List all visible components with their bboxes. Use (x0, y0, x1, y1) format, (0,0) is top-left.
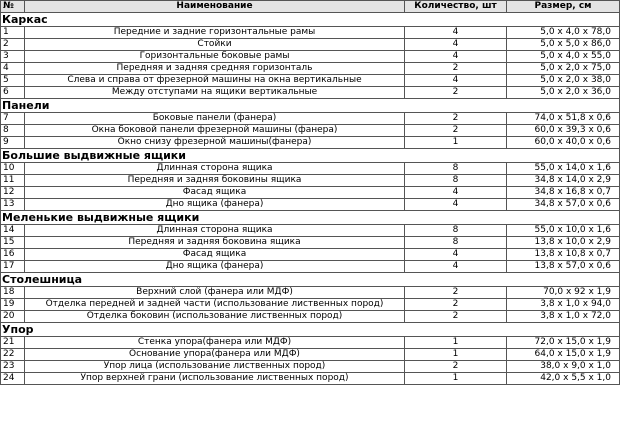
row-quantity: 2 (405, 299, 507, 311)
row-quantity: 4 (405, 199, 507, 211)
row-size: 5,0 x 2,0 x 75,0 (507, 63, 620, 75)
header-size: Размер, см (507, 1, 620, 13)
row-number: 24 (1, 373, 25, 385)
row-quantity: 1 (405, 373, 507, 385)
table-row (1, 237, 620, 249)
row-quantity: 1 (405, 349, 507, 361)
table-row (1, 137, 620, 149)
table-row (1, 349, 620, 361)
row-number: 11 (1, 175, 25, 187)
row-number: 17 (1, 261, 25, 273)
table-row (1, 249, 620, 261)
row-number: 18 (1, 287, 25, 299)
row-name: Передние и задние горизонтальные рамы (25, 27, 405, 39)
row-name: Передняя и задняя боковины ящика (25, 175, 405, 187)
table-row (1, 299, 620, 311)
row-name: Верхний слой (фанера или МДФ) (25, 287, 405, 299)
table-row (1, 63, 620, 75)
row-size: 5,0 x 4,0 x 55,0 (507, 51, 620, 63)
row-name: Стенка упора(фанера или МДФ) (25, 337, 405, 349)
row-size: 34,8 x 57,0 x 0,6 (507, 199, 620, 211)
table-body (1, 13, 620, 385)
row-name: Стойки (25, 39, 405, 51)
section-row (1, 273, 620, 287)
row-number: 7 (1, 113, 25, 125)
section-title: Большие выдвижные ящики (1, 149, 620, 163)
table-row (1, 125, 620, 137)
section-title: Панели (1, 99, 620, 113)
row-number: 22 (1, 349, 25, 361)
row-name: Упор верхней грани (использование лиственных пород) (25, 373, 405, 385)
row-size: 5,0 x 5,0 x 86,0 (507, 39, 620, 51)
row-name: Отделка передней и задней части (использование лиственных пород) (25, 299, 405, 311)
table-row (1, 361, 620, 373)
row-name: Фасад ящика (25, 249, 405, 261)
section-row (1, 99, 620, 113)
row-name: Передняя и задняя боковина ящика (25, 237, 405, 249)
row-number: 23 (1, 361, 25, 373)
row-name: Длинная сторона ящика (25, 163, 405, 175)
section-row (1, 13, 620, 27)
section-row (1, 149, 620, 163)
section-title: Меленькие выдвижные ящики (1, 211, 620, 225)
table-row (1, 225, 620, 237)
row-size: 55,0 x 10,0 x 1,6 (507, 225, 620, 237)
row-number: 13 (1, 199, 25, 211)
row-size: 60,0 x 39,3 x 0,6 (507, 125, 620, 137)
row-size: 34,8 x 16,8 x 0,7 (507, 187, 620, 199)
row-quantity: 4 (405, 75, 507, 87)
row-name: Основание упора(фанера или МДФ) (25, 349, 405, 361)
row-number: 10 (1, 163, 25, 175)
row-name: Передняя и задняя средняя горизонталь (25, 63, 405, 75)
row-quantity: 8 (405, 237, 507, 249)
row-size: 38,0 x 9,0 x 1,0 (507, 361, 620, 373)
row-number: 5 (1, 75, 25, 87)
row-number: 21 (1, 337, 25, 349)
row-number: 12 (1, 187, 25, 199)
row-name: Отделка боковин (использование лиственных пород) (25, 311, 405, 323)
section-title: Упор (1, 323, 620, 337)
row-name: Дно ящика (фанера) (25, 261, 405, 273)
row-name: Окна боковой панели фрезерной машины (фанера) (25, 125, 405, 137)
row-number: 4 (1, 63, 25, 75)
row-size: 42,0 x 5,5 x 1,0 (507, 373, 620, 385)
table-row (1, 187, 620, 199)
row-name: Фасад ящика (25, 187, 405, 199)
row-size: 60,0 x 40,0 x 0,6 (507, 137, 620, 149)
row-size: 70,0 x 92 x 1,9 (507, 287, 620, 299)
row-number: 6 (1, 87, 25, 99)
row-size: 64,0 x 15,0 x 1,9 (507, 349, 620, 361)
section-row (1, 323, 620, 337)
section-row (1, 211, 620, 225)
table-row (1, 311, 620, 323)
table-row (1, 39, 620, 51)
row-quantity: 1 (405, 137, 507, 149)
table-row (1, 199, 620, 211)
row-number: 3 (1, 51, 25, 63)
row-size: 5,0 x 2,0 x 36,0 (507, 87, 620, 99)
row-quantity: 4 (405, 249, 507, 261)
row-quantity: 1 (405, 337, 507, 349)
row-name: Длинная сторона ящика (25, 225, 405, 237)
row-name: Упор лица (использование лиственных пород) (25, 361, 405, 373)
row-name: Слева и справа от фрезерной машины на окна вертикальные (25, 75, 405, 87)
table-row (1, 337, 620, 349)
table-row (1, 75, 620, 87)
row-quantity: 8 (405, 163, 507, 175)
header-row (1, 1, 620, 13)
row-size: 13,8 x 57,0 x 0,6 (507, 261, 620, 273)
row-size: 5,0 x 4,0 x 78,0 (507, 27, 620, 39)
row-quantity: 2 (405, 125, 507, 137)
row-quantity: 4 (405, 187, 507, 199)
row-quantity: 4 (405, 39, 507, 51)
row-quantity: 2 (405, 287, 507, 299)
row-name: Дно ящика (фанера) (25, 199, 405, 211)
row-size: 34,8 x 14,0 x 2,9 (507, 175, 620, 187)
row-name: Боковые панели (фанера) (25, 113, 405, 125)
row-quantity: 2 (405, 311, 507, 323)
row-quantity: 2 (405, 113, 507, 125)
row-size: 3,8 x 1,0 x 72,0 (507, 311, 620, 323)
table-row (1, 87, 620, 99)
header-name: Наименование (25, 1, 405, 13)
row-quantity: 2 (405, 361, 507, 373)
row-quantity: 4 (405, 27, 507, 39)
row-number: 9 (1, 137, 25, 149)
table-row (1, 51, 620, 63)
table-row (1, 27, 620, 39)
row-number: 8 (1, 125, 25, 137)
row-quantity: 2 (405, 63, 507, 75)
row-quantity: 4 (405, 51, 507, 63)
row-number: 20 (1, 311, 25, 323)
table-row (1, 163, 620, 175)
table-row (1, 287, 620, 299)
table-row (1, 261, 620, 273)
row-size: 55,0 x 14,0 x 1,6 (507, 163, 620, 175)
row-size: 72,0 x 15,0 x 1,9 (507, 337, 620, 349)
row-quantity: 8 (405, 175, 507, 187)
row-size: 13,8 x 10,0 x 2,9 (507, 237, 620, 249)
row-size: 5,0 x 2,0 x 38,0 (507, 75, 620, 87)
row-name: Окно снизу фрезерной машины(фанера) (25, 137, 405, 149)
section-title: Столешница (1, 273, 620, 287)
row-name: Между отступами на ящики вертикальные (25, 87, 405, 99)
row-size: 74,0 x 51,8 x 0,6 (507, 113, 620, 125)
row-quantity: 4 (405, 261, 507, 273)
row-quantity: 8 (405, 225, 507, 237)
header-qty: Количество, шт (405, 1, 507, 13)
table-row (1, 373, 620, 385)
table-row (1, 113, 620, 125)
row-number: 2 (1, 39, 25, 51)
row-number: 15 (1, 237, 25, 249)
row-size: 13,8 x 10,8 x 0,7 (507, 249, 620, 261)
row-quantity: 2 (405, 87, 507, 99)
row-number: 19 (1, 299, 25, 311)
row-name: Горизонтальные боковые рамы (25, 51, 405, 63)
row-number: 14 (1, 225, 25, 237)
section-title: Каркас (1, 13, 620, 27)
row-size: 3,8 x 1,0 x 94,0 (507, 299, 620, 311)
row-number: 16 (1, 249, 25, 261)
row-number: 1 (1, 27, 25, 39)
table-row (1, 175, 620, 187)
header-num: № (1, 1, 25, 13)
